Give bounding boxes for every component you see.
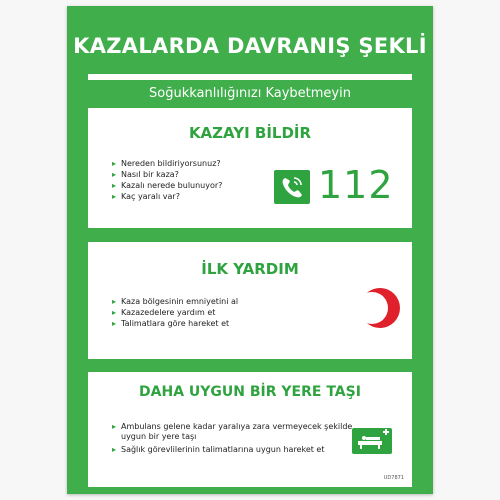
section-heading-move: DAHA UYGUN BİR YERE TAŞI — [139, 384, 361, 400]
list-item: ▸ Nasıl bir kaza? — [112, 169, 222, 180]
first-aid-list — [112, 296, 238, 329]
red-crescent-icon — [358, 286, 402, 330]
phone-icon — [274, 170, 310, 204]
list-item: ▸ Kaç yaralı var? — [112, 191, 222, 202]
list-item: ▸ Kazazedelere yardım et — [112, 307, 238, 318]
first-aid-panel — [88, 242, 412, 359]
section-heading-report: KAZAYI BİLDİR — [188, 124, 312, 142]
report-accident-panel — [88, 74, 412, 228]
list-item: ▸ Ambulans gelene kadar yaralıya zara vermeyecek şekilde uygun bir yere taşı — [112, 422, 361, 442]
list-item: ▸ Sağlık görevlilerinin talimatlarına uygun hareket et — [112, 445, 361, 455]
list-item: ▸ Nereden bildiriyorsunuz? — [112, 158, 222, 169]
stretcher-icon — [352, 428, 392, 454]
emergency-number: 112 — [318, 163, 394, 207]
product-code: UD7871 — [383, 475, 404, 481]
report-questions-list — [112, 158, 222, 202]
list-item: ▸ Kazalı nerede bulunuyor? — [112, 180, 222, 191]
move-instructions-list — [112, 422, 361, 458]
section-heading-first-aid: İLK YARDIM — [201, 260, 299, 278]
poster-title: KAZALARDA DAVRANIŞ ŞEKLİ — [73, 34, 427, 58]
list-item: ▸ Kaza bölgesinin emniyetini al — [112, 296, 238, 307]
list-item: ▸ Talimatlara göre hareket et — [112, 318, 238, 329]
safety-poster — [67, 6, 433, 494]
subtitle-banner: Soğukkanlılığınızı Kaybetmeyin — [88, 80, 412, 108]
move-panel — [88, 372, 412, 487]
